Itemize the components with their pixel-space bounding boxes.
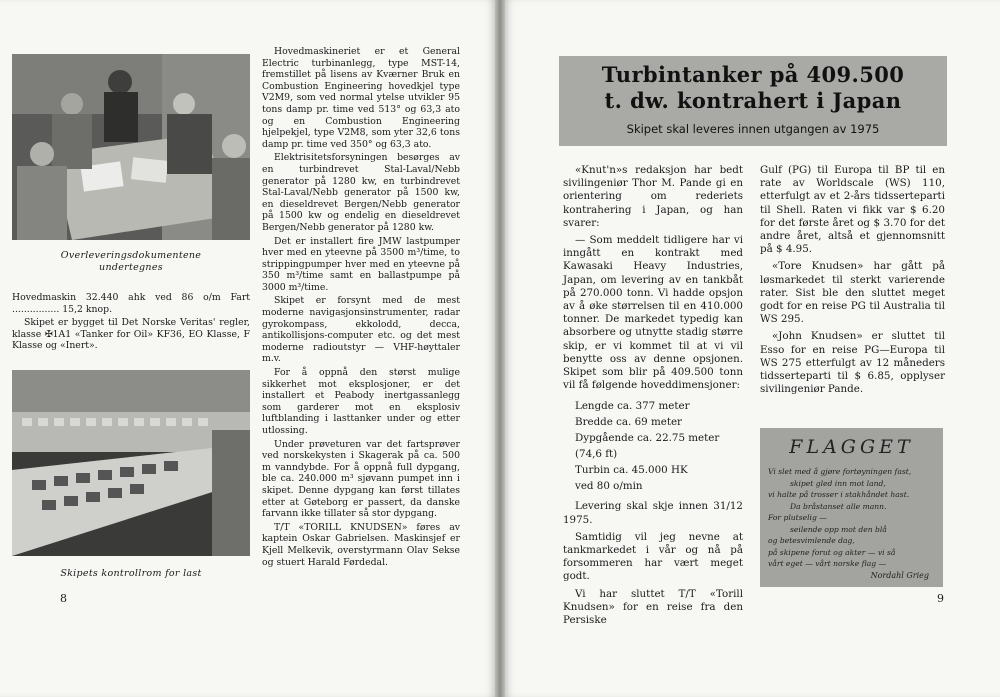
page-number: 8 bbox=[60, 592, 67, 605]
gutter bbox=[495, 0, 505, 697]
poem-line: på skipene forut og akter — vi så bbox=[768, 547, 896, 557]
paragraph: «John Knudsen» er sluttet til Esso for en reise PG—Europa til WS 275 etterfulgt av 12 måneders tidsserteparti til $ 6.85, opplyser sivilingeniør Pande. bbox=[760, 330, 945, 396]
poem-line: vi halte på trosser i stakhåndet hast. bbox=[768, 490, 910, 499]
paragraph: T/T «TORILL KNUDSEN» føres av kaptein Oskar Gabrielsen. Maskinsjef er Kjell Melkevik, overstyrmann Olav Sekse og stuert Harald Førdedal. bbox=[262, 521, 460, 568]
paragraph: «Tore Knudsen» har gått på løsmarkedet til sterkt varierende rater. Sist ble den sluttet meget godt for en reise PG til Australia til WS 295. bbox=[760, 260, 945, 326]
dimension-item: Bredde ca. 69 meter bbox=[575, 416, 682, 429]
caption-line: undertegnes bbox=[99, 262, 163, 273]
paragraph: «Knut'n»s redaksjon har bedt sivilingeniør Thor M. Pande gi en orientering om rederiets kontrahering i Japan, og han svarer: bbox=[563, 164, 743, 229]
headline-line: t. dw. kontrahert i Japan bbox=[604, 88, 902, 113]
poem-line: For plutselig — bbox=[768, 513, 827, 522]
dimension-item: Turbin ca. 45.000 HK bbox=[575, 464, 688, 477]
poem-line: og betesvimlende dag, bbox=[768, 536, 855, 545]
headline-line: Turbintanker på 409.500 bbox=[601, 62, 905, 87]
dimension-item: ved 80 o/min bbox=[575, 480, 643, 493]
paragraph: Skipet er bygget til Det Norske Veritas' regler, klasse ✠1A1 «Tanker for Oil» KF36, EO Klasse, F Klasse og «Inert». bbox=[12, 317, 250, 352]
left-col2-text bbox=[262, 46, 460, 570]
poem-title: FLAGGET bbox=[789, 436, 914, 458]
dimensions-list bbox=[563, 398, 743, 494]
poem-text bbox=[768, 466, 938, 570]
paragraph: Elektrisitetsforsyningen besørges av en turbindrevet Stal-Laval/Nebb generator på 1280 kw, en turbindrevet Stal-Laval/Nebb generator på 1500 kw, en dieseldrevet Bergen/Nebb generator på 1500 kw og endelig en dieseldrevet Bergen/Nebb generator på 1280 kw. bbox=[262, 152, 460, 233]
subheadline: Skipet skal leveres innen utgangen av 1975 bbox=[626, 122, 880, 136]
poem-line: skipet gled inn mot land, bbox=[790, 478, 886, 488]
paragraph: Skipet er forsynt med de mest moderne navigasjonsinstrumenter, radar gyrokompass, ekkolodd, decca, antikollisjons-computer etc. og det mest moderne radioutstyr — VHF-høyttaler m.v. bbox=[262, 295, 460, 365]
poem-line: vårt eget — vårt norske flag — bbox=[768, 559, 887, 568]
photo2-caption: Skipets kontrollrom for last bbox=[60, 568, 202, 579]
dimension-item: Dypgående ca. 22.75 meter bbox=[575, 432, 720, 445]
paragraph: Vi har sluttet T/T «Torill Knudsen» for en reise fra den Persiske bbox=[563, 587, 743, 627]
page-number: 9 bbox=[937, 592, 944, 605]
dimension-item: Lengde ca. 377 meter bbox=[575, 400, 690, 413]
paragraph: Samtidig vil jeg nevne at tankmarkedet i vår og nå på forsommeren har vært meget godt. bbox=[563, 530, 743, 583]
caption-line: Overleveringsdokumentene bbox=[60, 250, 202, 261]
poem-line: Da bråstanset alle mann. bbox=[790, 501, 887, 511]
poem-author: Nordahl Grieg bbox=[870, 571, 929, 580]
paragraph: Levering skal skje innen 31/12 1975. bbox=[563, 500, 743, 526]
poem-box bbox=[760, 428, 943, 587]
paragraph: Under prøveturen var det fartsprøver ved norskekysten i Skagerak på ca. 500 m vanndybde. For å oppnå full dypgang, ble ca. 240.000 m³ sjøvann pumpet inn i skipet. Denne dypgang kan først tillates etter at Gøteborg er passert, da danske farvann ikke tillater så stor dypgang. bbox=[262, 438, 460, 520]
right-page bbox=[505, 0, 1000, 697]
photo-document-signing bbox=[12, 54, 250, 240]
photo1-caption bbox=[20, 250, 242, 274]
paragraph: Det er installert fire JMW lastpumper hver med en yteevne på 3500 m³/time, to strippingpumper hver med en yteevne på 350 m³/time samt en ballastpumpe på 3000 m³/time. bbox=[262, 235, 460, 293]
dimension-item: (74,6 ft) bbox=[575, 448, 618, 461]
paragraph: Gulf (PG) til Europa til BP til en rate av Worldscale (WS) 110, etterfulgt av et 2-års tidsserteparti til Shell. Raten vi fikk var $ 6.20 for det første året og $ 3.70 for det andre året, altså et gjennomsnitt på $ 4.95. bbox=[760, 164, 945, 256]
headline-box bbox=[559, 56, 947, 146]
control-room-illustration bbox=[12, 370, 250, 556]
right-col1-text bbox=[563, 164, 743, 631]
poem-line: Vi slet med å gjøre fortøyningen fast, bbox=[768, 467, 912, 476]
left-col1-text bbox=[12, 292, 250, 354]
right-col2-text bbox=[760, 164, 945, 400]
headline bbox=[559, 62, 947, 114]
paragraph: — Som meddelt tidligere har vi inngått en kontrakt med Kawasaki Heavy Industries, Japan, om levering av en tankbåt på 270.000 tonn. Vi hadde opsjon av å øke størrelsen til en 410.000 tonner. De markedet typedig kan absorbere og utnytte stadig større skip, er vi kommet til at vi vil benytte oss av denne opsjonen. Skipet som blir på 409.500 tonn vil få følgende hoveddimensjoner: bbox=[563, 234, 743, 392]
paragraph: Hovedmaskin 32.440 ahk ved 86 o/m Fart ................ 15,2 knop. bbox=[12, 292, 250, 315]
paragraph: For å oppnå den størst mulige sikkerhet mot eksplosjoner, er det installert et Peabody inertgassanlegg som garderer mot en eksplosiv luftblanding i lasttanker under og etter utlossing. bbox=[262, 367, 460, 436]
signing-photo-illustration bbox=[12, 54, 250, 240]
left-page bbox=[0, 0, 495, 697]
photo-control-room bbox=[12, 370, 250, 556]
poem-line: seilende opp mot den blå bbox=[790, 524, 887, 534]
paragraph: Hovedmaskineriet er et General Electric turbinanlegg, type MST-14, fremstillet på lisens av Kværner Bruk en Combustion Engineering hovedkjel type V2M9, som ved normal ytelse utvikler 95 tons damp pr. time ved 513° og 63,3 ato og en Combustion Engineering hjelpekjel, type V2M8, som yter 32,6 tons damp pr. time ved 350° og 63,3 ato. bbox=[262, 46, 460, 150]
